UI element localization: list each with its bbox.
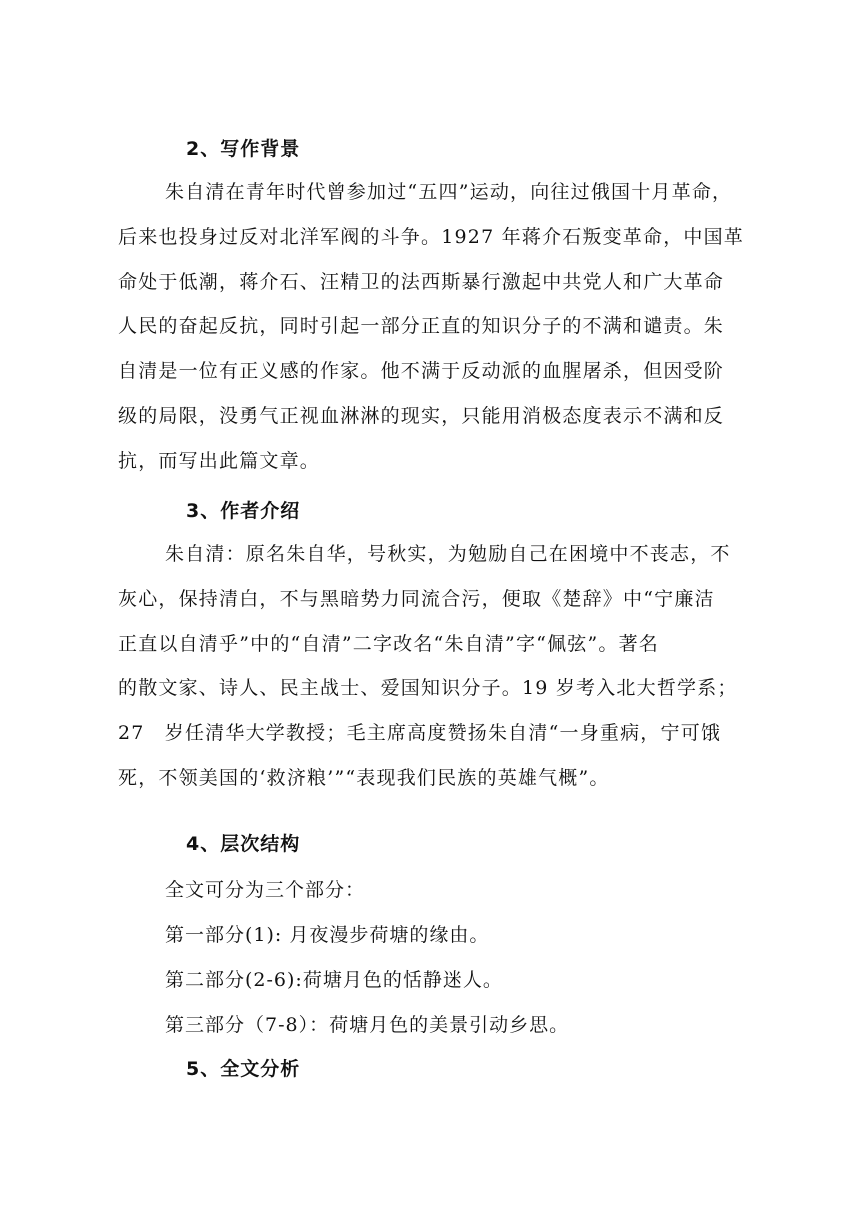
paragraph-line: 命处于低潮，蒋介石、汪精卫的法西斯暴行激起中共党人和广大革命 [118,270,725,293]
paragraph-line: 死，不领美国的‘救济粮’”“表现我们民族的英雄气概”。 [118,766,610,789]
paragraph-line: 级的局限，没勇气正视血淋淋的现实，只能用消极态度表示不满和反 [118,404,725,427]
section-heading-author: 3、作者介绍 [186,500,301,522]
structure-part-2: 第二部分(2-6):荷塘月色的恬静迷人。 [165,969,503,991]
section-heading-structure: 4、层次结构 [186,833,301,855]
background-paragraph [118,170,744,484]
section-heading-background: 2、写作背景 [186,138,301,160]
paragraph-line: 灰心，保持清白，不与黑暗势力同流合污，便取《楚辞》中“宁廉洁 [118,587,715,610]
paragraph-line: 27 岁任清华大学教授；毛主席高度赞扬朱自清“一身重病，宁可饿 [118,722,722,745]
paragraph-line: 正直以自清乎”中的“自清”二字改名“朱自清”字“佩弦”。著名 [118,632,659,655]
paragraph-line: 的散文家、诗人、民主战士、爱国知识分子。19 岁考入北大哲学系； [118,677,738,700]
author-paragraph [118,532,743,801]
structure-intro: 全文可分为三个部分： [165,879,366,901]
paragraph-line: 人民的奋起反抗，同时引起一部分正直的知识分子的不满和谴责。朱 [118,315,725,338]
paragraph-line: 后来也投身过反对北洋军阀的斗争。1927 年蒋介石叛变革命，中国革 [118,225,744,248]
paragraph-line: 抗，而写出此篇文章。 [118,449,321,472]
paragraph-line: 朱自清在青年时代曾参加过“五四”运动，向往过俄国十月革命， [165,181,733,203]
paragraph-line: 朱自清：原名朱自华，号秋实，为勉励自己在困境中不丧志，不 [165,543,731,565]
structure-part-3: 第三部分（7-8）：荷塘月色的美景引动乡思。 [165,1014,570,1036]
section-heading-analysis: 5、全文分析 [186,1058,301,1080]
paragraph-line: 自清是一位有正义感的作家。他不满于反动派的血腥屠杀，但因受阶 [118,360,725,383]
structure-part-1: 第一部分(1): 月夜漫步荷塘的缘由。 [165,924,490,946]
